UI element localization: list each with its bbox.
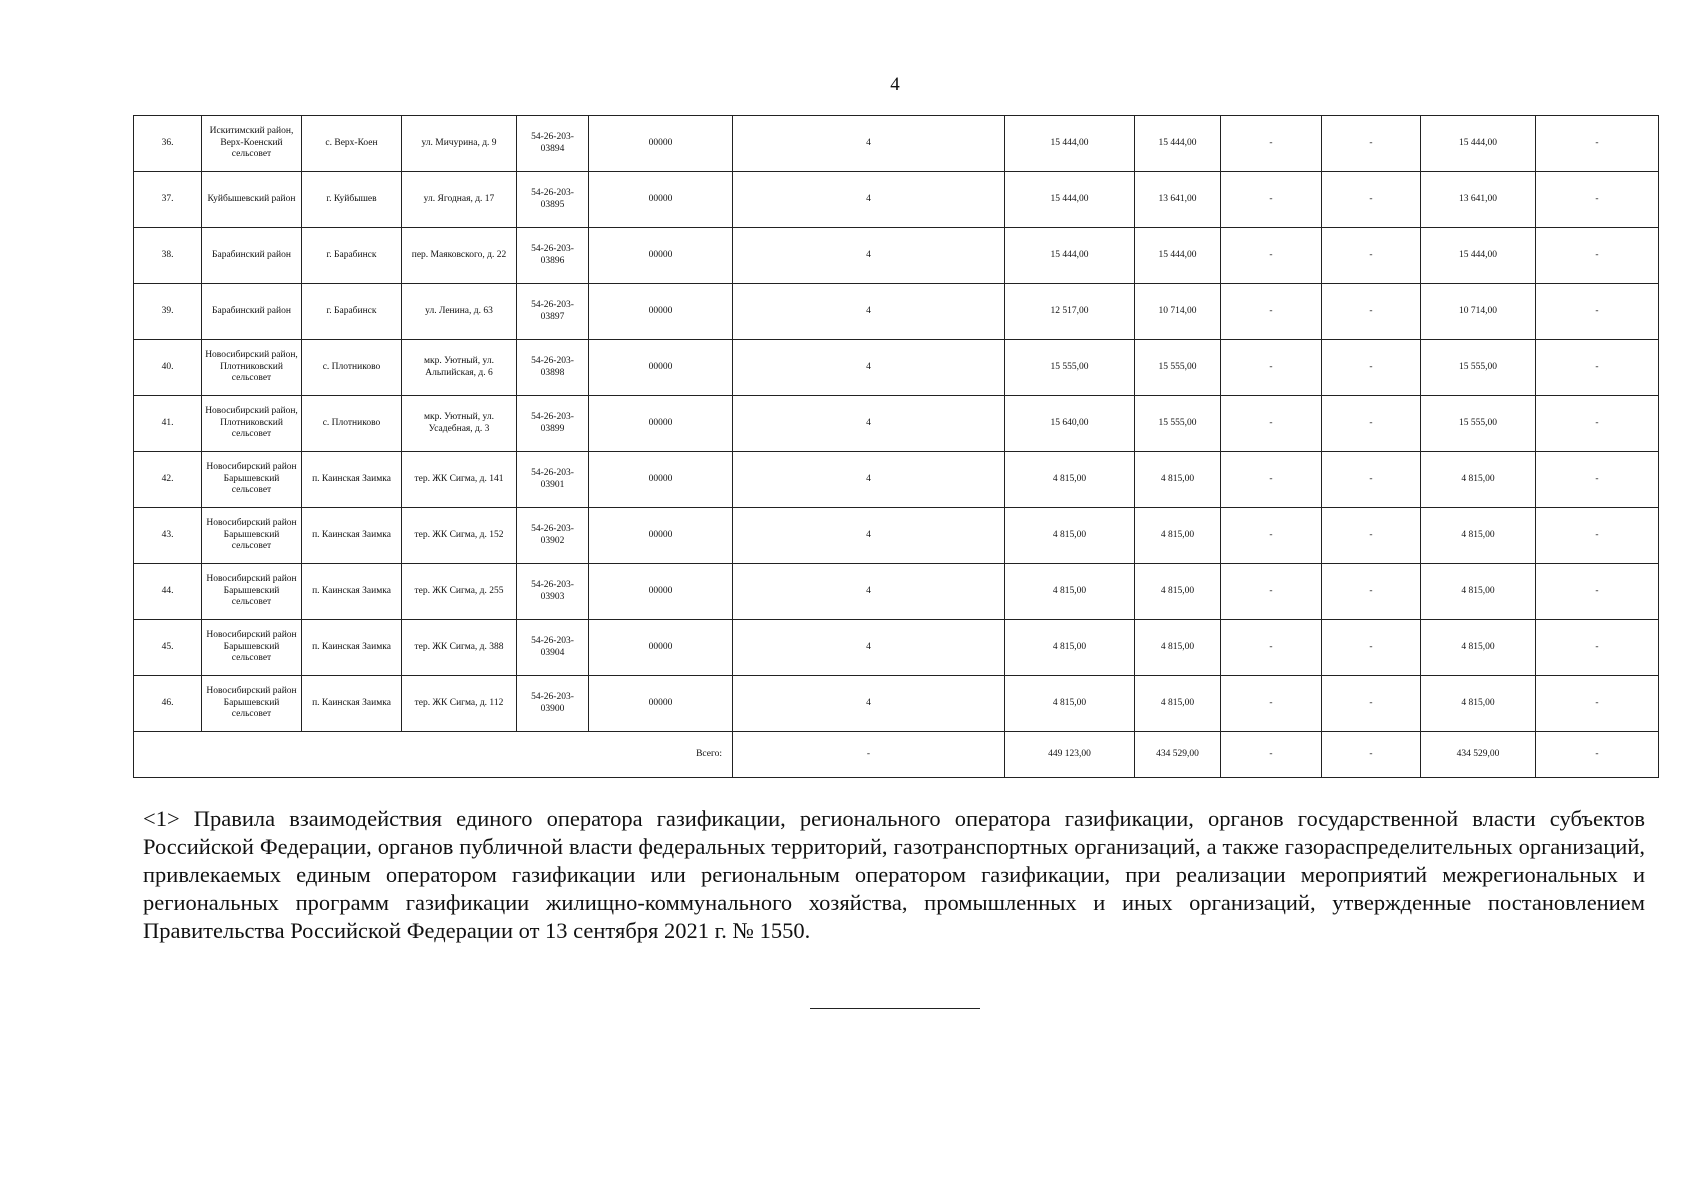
amount-3-cell: 4 815,00: [1421, 508, 1536, 564]
settlement-cell: п. Каинская Заимка: [302, 676, 402, 732]
row-number-cell: 40.: [134, 340, 202, 396]
amount-1-cell: 15 444,00: [1005, 116, 1135, 172]
total-amount-2: 434 529,00: [1135, 732, 1221, 778]
amount-3-cell: 4 815,00: [1421, 676, 1536, 732]
col-b-cell: -: [1322, 340, 1421, 396]
col-b-cell: -: [1322, 452, 1421, 508]
district-cell: Искитимский район, Верх-Коенский сельсовет: [202, 116, 302, 172]
settlement-cell: п. Каинская Заимка: [302, 452, 402, 508]
settlement-cell: с. Верх-Коен: [302, 116, 402, 172]
address-cell: ул. Мичурина, д. 9: [402, 116, 517, 172]
district-cell: Новосибирский район, Плотниковский сельсовет: [202, 396, 302, 452]
address-cell: тер. ЖК Сигма, д. 112: [402, 676, 517, 732]
row-number-cell: 36.: [134, 116, 202, 172]
table-row: [134, 508, 1659, 564]
col-b-cell: -: [1322, 564, 1421, 620]
table-row: [134, 172, 1659, 228]
district-cell: Новосибирский район Барышевский сельсовет: [202, 676, 302, 732]
code-cell: 00000: [589, 340, 733, 396]
amount-1-cell: 4 815,00: [1005, 676, 1135, 732]
registry-code-cell: 54-26-203-03895: [517, 172, 589, 228]
footnote: <1> Правила взаимодействия единого оператора газификации, регионального оператора газификации, органов государственной власти субъектов Российской Федерации, органов публичной власти федеральных территорий, газотранспортных организаций, а также газораспределительных организаций, привлекаемых единым оператором газификации или региональным оператором газификации, при реализации мероприятий межрегиональных и региональных программ газификации жилищно-коммунального хозяйства, промышленных и иных организаций, утвержденные постановлением Правительства Российской Федерации от 13 сентября 2021 г. № 1550.: [143, 806, 1645, 943]
registry-code-cell: 54-26-203-03898: [517, 340, 589, 396]
value-cell: 4: [733, 564, 1005, 620]
col-a-cell: -: [1221, 228, 1322, 284]
col-a-cell: -: [1221, 116, 1322, 172]
value-cell: 4: [733, 396, 1005, 452]
amount-3-cell: 4 815,00: [1421, 564, 1536, 620]
col-a-cell: -: [1221, 620, 1322, 676]
total-value: -: [733, 732, 1005, 778]
amount-2-cell: 15 444,00: [1135, 228, 1221, 284]
code-cell: 00000: [589, 116, 733, 172]
amount-3-cell: 15 444,00: [1421, 116, 1536, 172]
col-a-cell: -: [1221, 508, 1322, 564]
col-c-cell: -: [1536, 340, 1659, 396]
address-cell: мкр. Уютный, ул. Альпийская, д. 6: [402, 340, 517, 396]
col-b-cell: -: [1322, 228, 1421, 284]
amount-3-cell: 15 555,00: [1421, 396, 1536, 452]
amount-3-cell: 15 444,00: [1421, 228, 1536, 284]
district-cell: Барабинский район: [202, 228, 302, 284]
col-c-cell: -: [1536, 284, 1659, 340]
address-cell: тер. ЖК Сигма, д. 152: [402, 508, 517, 564]
district-cell: Новосибирский район Барышевский сельсовет: [202, 508, 302, 564]
col-b-cell: -: [1322, 396, 1421, 452]
amount-1-cell: 4 815,00: [1005, 508, 1135, 564]
address-cell: ул. Ягодная, д. 17: [402, 172, 517, 228]
amount-2-cell: 15 444,00: [1135, 116, 1221, 172]
amount-1-cell: 12 517,00: [1005, 284, 1135, 340]
value-cell: 4: [733, 284, 1005, 340]
district-cell: Новосибирский район, Плотниковский сельсовет: [202, 340, 302, 396]
settlement-cell: п. Каинская Заимка: [302, 620, 402, 676]
settlement-cell: п. Каинская Заимка: [302, 508, 402, 564]
code-cell: 00000: [589, 284, 733, 340]
amount-3-cell: 15 555,00: [1421, 340, 1536, 396]
amount-1-cell: 4 815,00: [1005, 620, 1135, 676]
value-cell: 4: [733, 340, 1005, 396]
value-cell: 4: [733, 620, 1005, 676]
code-cell: 00000: [589, 396, 733, 452]
col-b-cell: -: [1322, 676, 1421, 732]
value-cell: 4: [733, 676, 1005, 732]
col-a-cell: -: [1221, 452, 1322, 508]
registry-code-cell: 54-26-203-03901: [517, 452, 589, 508]
registry-code-cell: 54-26-203-03894: [517, 116, 589, 172]
settlement-cell: г. Куйбышев: [302, 172, 402, 228]
code-cell: 00000: [589, 620, 733, 676]
amount-2-cell: 4 815,00: [1135, 508, 1221, 564]
col-a-cell: -: [1221, 564, 1322, 620]
settlement-cell: с. Плотниково: [302, 340, 402, 396]
settlement-cell: п. Каинская Заимка: [302, 564, 402, 620]
settlement-cell: с. Плотниково: [302, 396, 402, 452]
col-c-cell: -: [1536, 620, 1659, 676]
row-number-cell: 45.: [134, 620, 202, 676]
code-cell: 00000: [589, 452, 733, 508]
amount-3-cell: 13 641,00: [1421, 172, 1536, 228]
amount-2-cell: 4 815,00: [1135, 564, 1221, 620]
row-number-cell: 46.: [134, 676, 202, 732]
col-b-cell: -: [1322, 116, 1421, 172]
settlement-cell: г. Барабинск: [302, 228, 402, 284]
amount-3-cell: 4 815,00: [1421, 452, 1536, 508]
amount-3-cell: 10 714,00: [1421, 284, 1536, 340]
district-cell: Новосибирский район Барышевский сельсовет: [202, 564, 302, 620]
district-cell: Барабинский район: [202, 284, 302, 340]
value-cell: 4: [733, 228, 1005, 284]
table-row: [134, 228, 1659, 284]
row-number-cell: 39.: [134, 284, 202, 340]
amount-1-cell: 15 555,00: [1005, 340, 1135, 396]
row-number-cell: 37.: [134, 172, 202, 228]
registry-code-cell: 54-26-203-03904: [517, 620, 589, 676]
table-row: [134, 452, 1659, 508]
col-b-cell: -: [1322, 172, 1421, 228]
row-number-cell: 38.: [134, 228, 202, 284]
col-a-cell: -: [1221, 396, 1322, 452]
col-a-cell: -: [1221, 676, 1322, 732]
col-b-cell: -: [1322, 284, 1421, 340]
value-cell: 4: [733, 172, 1005, 228]
table-total: [134, 732, 1659, 778]
col-c-cell: -: [1536, 172, 1659, 228]
code-cell: 00000: [589, 508, 733, 564]
footer-separator-line: [810, 1008, 980, 1009]
row-number-cell: 43.: [134, 508, 202, 564]
value-cell: 4: [733, 508, 1005, 564]
table-row: [134, 564, 1659, 620]
code-cell: 00000: [589, 676, 733, 732]
amount-1-cell: 15 444,00: [1005, 228, 1135, 284]
total-amount-3: 434 529,00: [1421, 732, 1536, 778]
table-row: [134, 396, 1659, 452]
address-cell: тер. ЖК Сигма, д. 255: [402, 564, 517, 620]
amount-2-cell: 4 815,00: [1135, 452, 1221, 508]
registry-code-cell: 54-26-203-03897: [517, 284, 589, 340]
page-number: 4: [890, 74, 900, 95]
code-cell: 00000: [589, 172, 733, 228]
col-c-cell: -: [1536, 508, 1659, 564]
total-amount-1: 449 123,00: [1005, 732, 1135, 778]
value-cell: 4: [733, 452, 1005, 508]
total-col-a: -: [1221, 732, 1322, 778]
address-cell: мкр. Уютный, ул. Усадебная, д. 3: [402, 396, 517, 452]
table-row: [134, 676, 1659, 732]
table-row: [134, 284, 1659, 340]
col-c-cell: -: [1536, 676, 1659, 732]
amount-1-cell: 15 444,00: [1005, 172, 1135, 228]
col-b-cell: -: [1322, 620, 1421, 676]
amount-2-cell: 15 555,00: [1135, 340, 1221, 396]
row-number-cell: 44.: [134, 564, 202, 620]
amount-1-cell: 15 640,00: [1005, 396, 1135, 452]
amount-1-cell: 4 815,00: [1005, 564, 1135, 620]
amount-2-cell: 10 714,00: [1135, 284, 1221, 340]
amount-2-cell: 4 815,00: [1135, 620, 1221, 676]
table-row: [134, 340, 1659, 396]
amount-2-cell: 4 815,00: [1135, 676, 1221, 732]
col-c-cell: -: [1536, 396, 1659, 452]
amount-3-cell: 4 815,00: [1421, 620, 1536, 676]
address-cell: пер. Маяковского, д. 22: [402, 228, 517, 284]
registry-code-cell: 54-26-203-03902: [517, 508, 589, 564]
address-cell: ул. Ленина, д. 63: [402, 284, 517, 340]
col-c-cell: -: [1536, 452, 1659, 508]
registry-code-cell: 54-26-203-03903: [517, 564, 589, 620]
col-a-cell: -: [1221, 340, 1322, 396]
total-col-c: -: [1536, 732, 1659, 778]
amount-2-cell: 13 641,00: [1135, 172, 1221, 228]
table-row: [134, 116, 1659, 172]
amount-2-cell: 15 555,00: [1135, 396, 1221, 452]
district-cell: Новосибирский район Барышевский сельсовет: [202, 620, 302, 676]
address-cell: тер. ЖК Сигма, д. 388: [402, 620, 517, 676]
address-cell: тер. ЖК Сигма, д. 141: [402, 452, 517, 508]
settlement-cell: г. Барабинск: [302, 284, 402, 340]
row-number-cell: 41.: [134, 396, 202, 452]
total-row: [134, 732, 1659, 778]
row-number-cell: 42.: [134, 452, 202, 508]
district-cell: Куйбышевский район: [202, 172, 302, 228]
table-body: [134, 116, 1659, 732]
col-a-cell: -: [1221, 284, 1322, 340]
value-cell: 4: [733, 116, 1005, 172]
col-a-cell: -: [1221, 172, 1322, 228]
registry-code-cell: 54-26-203-03899: [517, 396, 589, 452]
table-row: [134, 620, 1659, 676]
gasification-table: [133, 115, 1659, 778]
col-c-cell: -: [1536, 116, 1659, 172]
registry-code-cell: 54-26-203-03900: [517, 676, 589, 732]
registry-code-cell: 54-26-203-03896: [517, 228, 589, 284]
amount-1-cell: 4 815,00: [1005, 452, 1135, 508]
total-col-b: -: [1322, 732, 1421, 778]
district-cell: Новосибирский район Барышевский сельсовет: [202, 452, 302, 508]
total-label: Всего:: [134, 732, 733, 778]
col-b-cell: -: [1322, 508, 1421, 564]
code-cell: 00000: [589, 228, 733, 284]
col-c-cell: -: [1536, 564, 1659, 620]
code-cell: 00000: [589, 564, 733, 620]
col-c-cell: -: [1536, 228, 1659, 284]
